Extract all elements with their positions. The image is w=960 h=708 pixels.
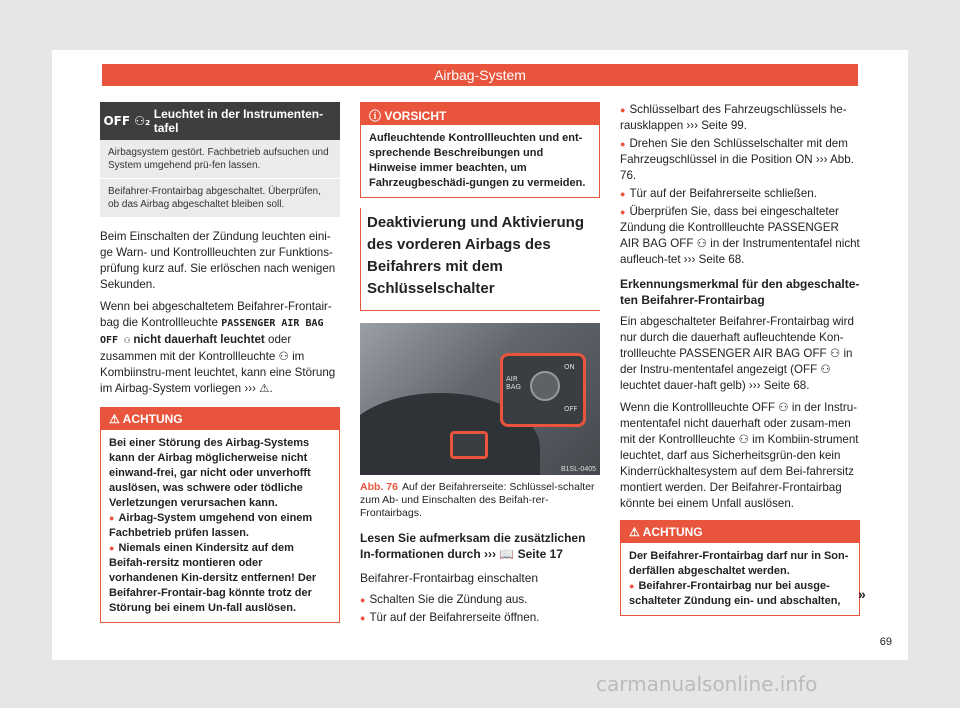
warning-text: Der Beifahrer-Frontairbag darf nur in Son-derfällen abgeschaltet werden. <box>629 550 849 577</box>
list-item: ● Tür auf der Beifahrerseite schließen. <box>620 186 860 202</box>
paragraph: Wenn bei abgeschaltetem Beifahrer-Frontair-bag die Kontrollleuchte PASSENGER AIR BAG OFF ⚇ nicht dauerhaft leuchtet oder zusammen mit der Kontrollleuchte ⚇ im Kombiinstru-ment leuchtet, kann eine Störung im Airbag-System vorliegen ››› ⚠. <box>100 300 336 395</box>
list-item: ● Überprüfen Sie, dass bei eingeschalteter Zündung die Kontrollleuchte PASSENGER AIR BAG OFF ⚇ in der Instrumententafel nicht aufleuch-tet ››› Seite 68. <box>620 204 860 268</box>
list-item: ● Niemals einen Kindersitz auf dem Beifah-rersitz montieren oder vorhandenen Kin-dersitz entfernen! Der Beifahrer-Frontair-bag könnte trotz der Störung bei einem Un-fall auslösen. <box>109 541 331 616</box>
airbag-off-indicator <box>450 431 488 459</box>
airbag-off-icon: OFF ⚇₂ <box>103 114 151 128</box>
warning-title: ⚠ ACHTUNG <box>101 408 339 430</box>
column-3 <box>620 102 860 616</box>
paragraph: Ein abgeschalteter Beifahrer-Frontairbag wird nur durch die dauerhaft aufleuchtende Kon-trollleuchte PASSENGER AIR BAG OFF ⚇ in der Instru-mententafel angezeigt (OFF ⚇ leuchtet dauer-haft gelb) ››› Seite 68. <box>620 315 854 392</box>
subheading: Beifahrer-Frontairbag einschalten <box>360 571 539 585</box>
figure-caption: Abb. 76 Auf der Beifahrerseite: Schlüssel-schalter zum Ab- und Einschalten des Beifah-rer-Frontairbags. <box>360 481 595 519</box>
image-code: B1SL-0405 <box>560 466 596 473</box>
table-header-row <box>100 102 340 140</box>
section-heading: Deaktivierung und Aktivierung des vorderen Airbags des Beifahrers mit dem Schlüsselschalter <box>367 214 584 297</box>
table-row: Beifahrer-Frontairbag abgeschaltet. Überprüfen, ob das Airbag abgeschaltet bleiben soll. <box>100 178 340 217</box>
paragraph: Wenn die Kontrollleuchte OFF ⚇ in der Instru-mententafel nicht dauerhaft oder zusam-men mit der Kontrollleuchte ⚇ im Kombiin-strument leuchtet, darf aus Sicherheitsgrün-den kein Kinderrückhaltesystem auf dem Bei-fahrersitz montiert werden. Der Beifahrer-Frontairbag könnte bei einem Unfall auslösen. <box>620 401 859 510</box>
passenger-airbag-off-icon: PASSENGER AIR BAG OFF ⚇ <box>100 318 324 346</box>
watermark: carmanualsonline.info <box>596 672 818 696</box>
warning-light-table <box>100 102 340 217</box>
list-item: ● Airbag-System umgehend von einem Fachbetrieb prüfen lassen. <box>109 511 331 541</box>
subheading: Erkennungsmerkmal für den abgeschalte-ten Beifahrer-Frontairbag <box>620 277 860 307</box>
warning-box <box>100 407 340 623</box>
warning-text: Bei einer Störung des Airbag-Systems kann der Airbag möglicherweise nicht einwand-frei, gar nicht oder unverhofft auslösen, was schwere oder tödliche Verletzungen verursachen kann. <box>109 437 311 509</box>
list-item: ● Drehen Sie den Schlüsselschalter mit dem Fahrzeugschlüssel in die Position ON ››› Abb. 76. <box>620 136 860 184</box>
column-2 <box>360 102 600 632</box>
column-1 <box>100 102 340 623</box>
table-heading: Leuchtet in der Instrumenten-tafel <box>153 107 324 135</box>
caution-title: ⓘ VORSICHT <box>361 103 599 125</box>
key-switch-knob <box>530 371 560 401</box>
list-item: ● Tür auf der Beifahrerseite öffnen. <box>360 610 600 626</box>
list-item: ● Schlüsselbart des Fahrzeugschlüssels he-rausklappen ››› Seite 99. <box>620 102 860 134</box>
manual-page <box>52 50 908 660</box>
warning-box <box>620 520 860 616</box>
caution-box <box>360 102 600 198</box>
key-switch-figure: ON OFF AIR BAG B1SL-0405 <box>360 323 600 475</box>
page-number: 69 <box>879 636 892 648</box>
caution-text: Aufleuchtende Kontrollleuchten und ent-sprechende Beschreibungen und Hinweise immer beachten, um Fahrzeugbeschädi-gungen zu vermeiden. <box>369 132 586 189</box>
table-row: Airbagsystem gestört. Fachbetrieb aufsuchen und System umgehend prü-fen lassen. <box>100 140 340 178</box>
subheading: Lesen Sie aufmerksam die zusätzlichen In-formationen durch ››› 📖 Seite 17 <box>360 531 586 561</box>
paragraph: Beim Einschalten der Zündung leuchten eini-ge Warn- und Kontrollleuchten zur Funktions-prüfung kurz auf. Sie erlöschen nach wenigen Sekunden. <box>100 230 336 291</box>
list-item: ● Schalten Sie die Zündung aus. <box>360 592 600 608</box>
continue-mark: » <box>858 586 866 602</box>
warning-title: ⚠ ACHTUNG <box>621 521 859 543</box>
list-item: ● Beifahrer-Frontairbag nur bei ausge-schalteter Zündung ein- und abschalten, <box>629 579 851 609</box>
page-header: Airbag-System <box>102 64 858 86</box>
